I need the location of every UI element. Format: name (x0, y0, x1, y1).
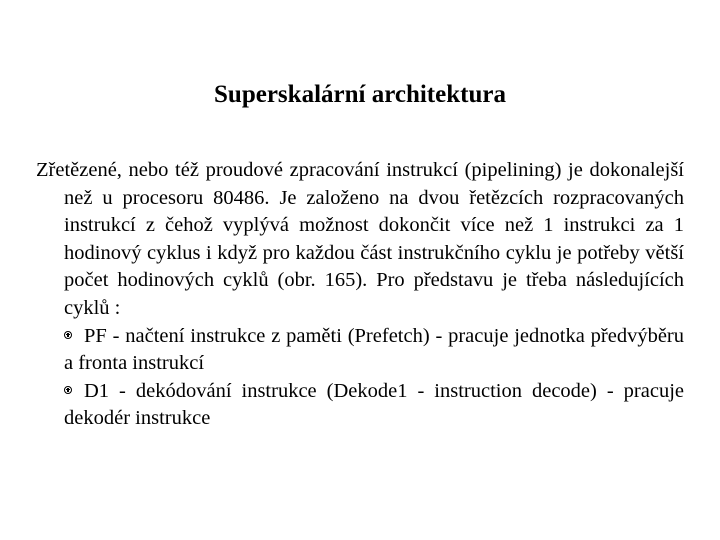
bullet-list (36, 323, 684, 433)
circle-plus-icon (64, 331, 72, 339)
slide-content (36, 157, 684, 433)
bullet-text-d1: D1 - dekódování instrukce (Dekode1 - instruction decode) - pracuje dekodér instrukce (64, 379, 684, 430)
list-item (64, 378, 684, 433)
circle-plus-icon (64, 386, 72, 394)
bullet-text-pf: PF - načtení instrukce z paměti (Prefetch) - pracuje jednotka předvýběru a fronta instrukcí (64, 324, 684, 375)
slide-title: Superskalární architektura (214, 81, 506, 108)
intro-paragraph: Zřetězené, nebo též proudové zpracování instrukcí (pipelining) je dokonalejší než u procesoru 80486. Je založeno na dvou řetězcích rozpracovaných instrukcí z čehož vyplývá možnost dokončit více než 1 instrukci za 1 hodinový cyklus i když pro každou část instrukčního cyklu je potřeby větší počet hodinových cyklů (obr. 165). Pro představu je třeba následujících cyklů : (36, 159, 684, 319)
list-item (64, 323, 684, 378)
